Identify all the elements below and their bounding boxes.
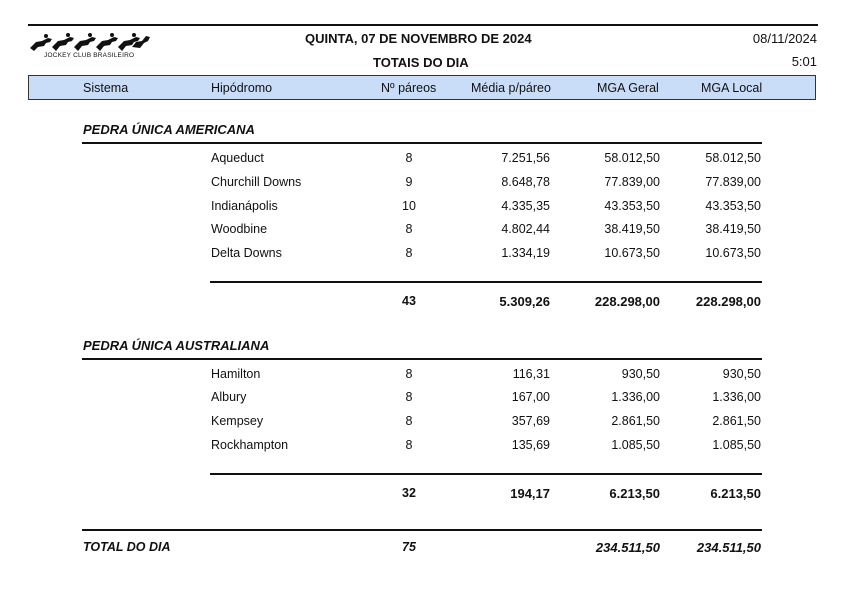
row-media: 357,69 bbox=[511, 414, 550, 428]
col-mga-local: MGA Local bbox=[701, 81, 763, 95]
row-media: 7.251,56 bbox=[501, 151, 550, 165]
subtotal-pareos: 32 bbox=[402, 486, 416, 500]
row-pareos: 8 bbox=[405, 246, 413, 260]
column-header-band bbox=[28, 75, 816, 100]
col-mga-geral: MGA Geral bbox=[597, 81, 659, 95]
total-mga-geral: 234.511,50 bbox=[595, 540, 660, 555]
col-pareos: Nº páreos bbox=[381, 81, 437, 95]
group-rule bbox=[82, 142, 762, 144]
group-rule bbox=[82, 358, 762, 360]
row-media: 8.648,78 bbox=[501, 175, 550, 189]
row-hipodromo: Hamilton bbox=[211, 367, 261, 381]
row-mga-local: 10.673,50 bbox=[705, 246, 761, 260]
logo-text: JOCKEY CLUB BRASILEIRO bbox=[44, 52, 135, 59]
col-media: Média p/páreo bbox=[471, 81, 551, 95]
row-hipodromo: Churchill Downs bbox=[211, 175, 302, 189]
row-media: 4.802,44 bbox=[501, 222, 550, 236]
row-pareos: 8 bbox=[405, 222, 413, 236]
row-hipodromo: Albury bbox=[211, 390, 247, 404]
total-label: TOTAL DO DIA bbox=[83, 540, 171, 554]
row-mga-local: 930,50 bbox=[722, 367, 761, 381]
subtotal-media: 5.309,26 bbox=[499, 294, 550, 309]
row-mga-geral: 10.673,50 bbox=[604, 246, 660, 260]
total-rule bbox=[82, 529, 762, 531]
total-pareos: 75 bbox=[402, 540, 416, 554]
row-pareos: 8 bbox=[405, 367, 413, 381]
row-mga-geral: 43.353,50 bbox=[604, 199, 660, 213]
row-pareos: 8 bbox=[405, 151, 413, 165]
row-media: 135,69 bbox=[511, 438, 550, 452]
row-mga-local: 43.353,50 bbox=[705, 199, 761, 213]
row-mga-local: 38.419,50 bbox=[705, 222, 761, 236]
row-hipodromo: Woodbine bbox=[211, 222, 268, 236]
col-sistema: Sistema bbox=[83, 81, 129, 95]
row-hipodromo: Delta Downs bbox=[211, 246, 282, 260]
row-mga-geral: 77.839,00 bbox=[604, 175, 660, 189]
row-pareos: 10 bbox=[402, 199, 416, 213]
row-mga-local: 2.861,50 bbox=[712, 414, 761, 428]
row-mga-local: 1.085,50 bbox=[712, 438, 761, 452]
row-media: 116,31 bbox=[512, 367, 550, 381]
print-date: 08/11/2024 bbox=[752, 31, 817, 46]
subtotal-pareos: 43 bbox=[402, 294, 416, 308]
subtotal-media: 194,17 bbox=[510, 486, 550, 501]
row-pareos: 8 bbox=[405, 390, 413, 404]
row-mga-geral: 2.861,50 bbox=[611, 414, 660, 428]
col-hipodromo: Hipódromo bbox=[211, 81, 273, 95]
row-mga-geral: 930,50 bbox=[621, 367, 660, 381]
row-hipodromo: Indianápolis bbox=[211, 199, 278, 213]
horses-icon bbox=[28, 32, 152, 54]
row-media: 4.335,35 bbox=[501, 199, 550, 213]
row-pareos: 9 bbox=[405, 175, 413, 189]
group-title: PEDRA ÚNICA AMERICANA bbox=[83, 122, 255, 137]
subtotal-rule bbox=[210, 281, 762, 283]
row-pareos: 8 bbox=[405, 414, 413, 428]
report-date-title: QUINTA, 07 DE NOVEMBRO DE 2024 bbox=[305, 31, 532, 46]
report-title: TOTAIS DO DIA bbox=[373, 55, 469, 70]
row-pareos: 8 bbox=[405, 438, 413, 452]
subtotal-mga-geral: 228.298,00 bbox=[594, 294, 660, 309]
row-media: 1.334,19 bbox=[501, 246, 550, 260]
subtotal-rule bbox=[210, 473, 762, 475]
jockey-club-logo bbox=[28, 32, 152, 62]
print-time: 5:01 bbox=[791, 54, 817, 69]
row-mga-geral: 1.336,00 bbox=[611, 390, 660, 404]
row-mga-local: 58.012,50 bbox=[705, 151, 761, 165]
group-title: PEDRA ÚNICA AUSTRALIANA bbox=[83, 338, 270, 353]
row-mga-geral: 38.419,50 bbox=[604, 222, 660, 236]
row-media: 167,00 bbox=[511, 390, 550, 404]
row-mga-geral: 58.012,50 bbox=[604, 151, 660, 165]
row-mga-local: 1.336,00 bbox=[712, 390, 761, 404]
row-mga-geral: 1.085,50 bbox=[611, 438, 660, 452]
row-hipodromo: Aqueduct bbox=[211, 151, 264, 165]
subtotal-mga-geral: 6.213,50 bbox=[609, 486, 660, 501]
row-hipodromo: Rockhampton bbox=[211, 438, 289, 452]
subtotal-mga-local: 228.298,00 bbox=[695, 294, 761, 309]
subtotal-mga-local: 6.213,50 bbox=[710, 486, 761, 501]
total-mga-local: 234.511,50 bbox=[696, 540, 761, 555]
row-mga-local: 77.839,00 bbox=[705, 175, 761, 189]
row-hipodromo: Kempsey bbox=[211, 414, 264, 428]
top-rule bbox=[28, 24, 818, 26]
